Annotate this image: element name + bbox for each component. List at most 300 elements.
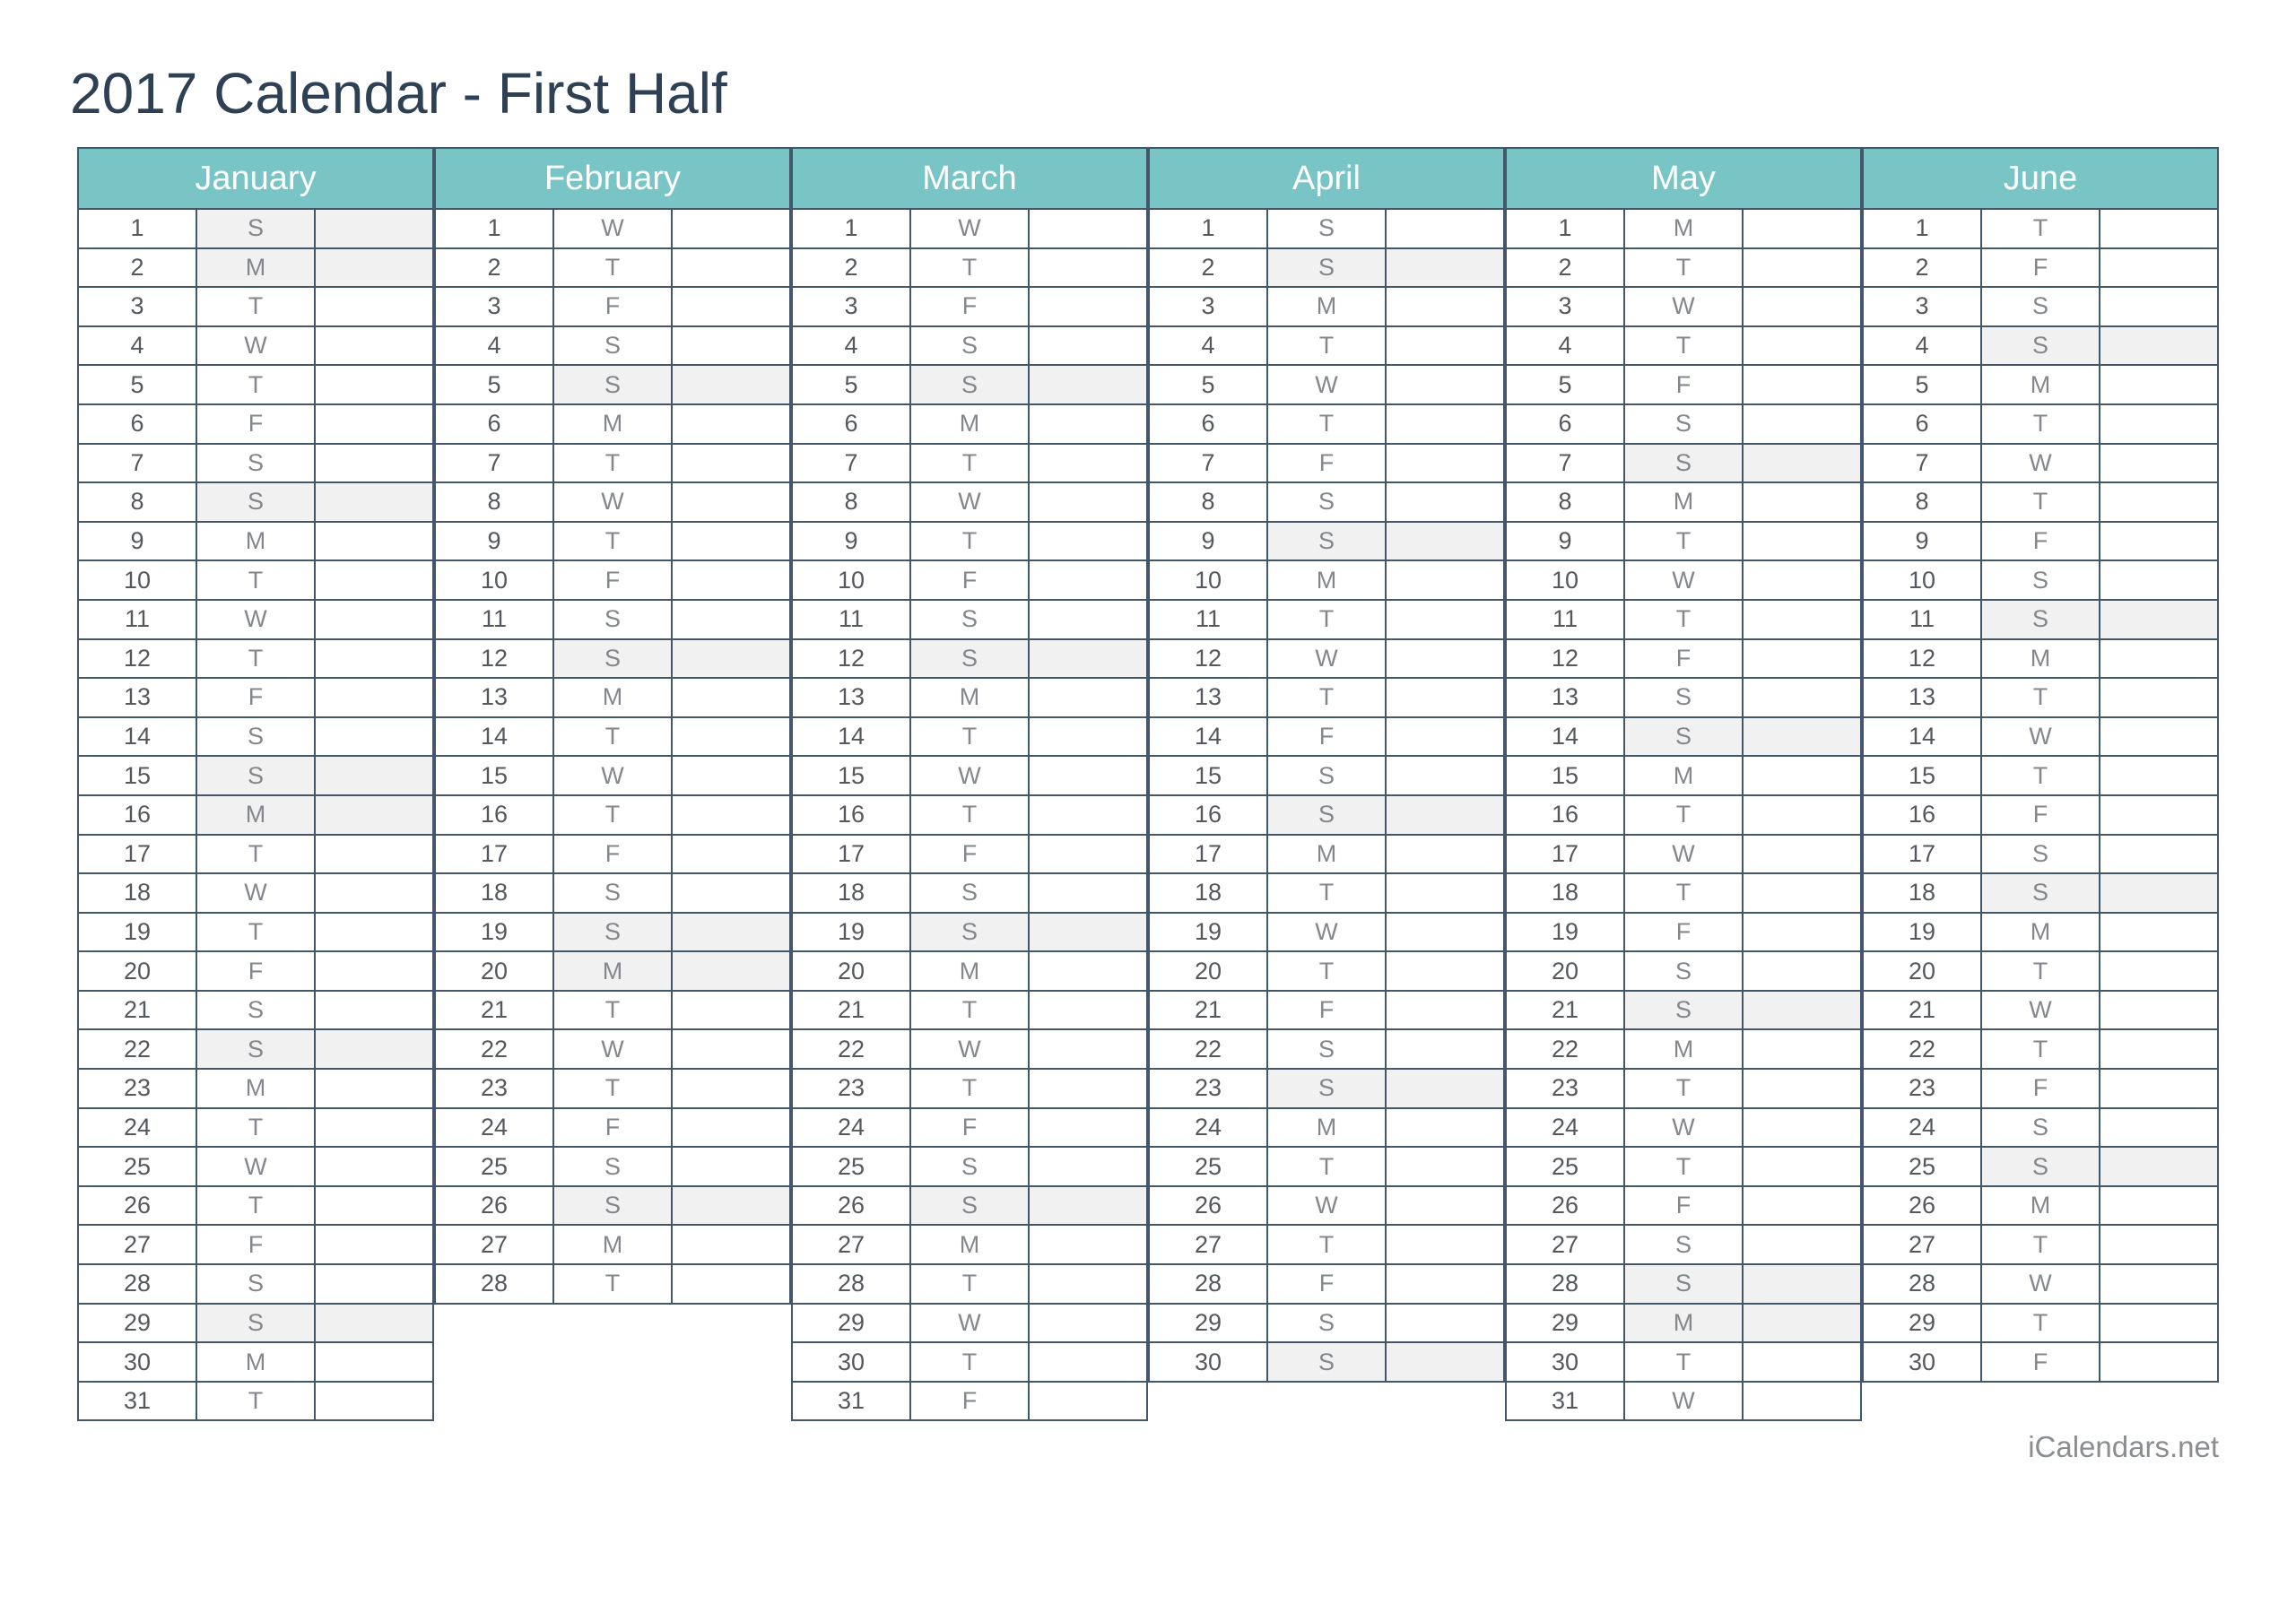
day-letter: T [196,287,315,326]
day-number: 7 [1506,444,1624,483]
day-number: 24 [435,1108,553,1148]
day-row [1149,1304,1504,1343]
day-number: 12 [1149,639,1267,679]
day-number: 31 [792,1382,910,1421]
day-letter: W [910,209,1029,248]
day-row [792,991,1147,1030]
day-letter: S [1624,951,1743,991]
day-number: 26 [1506,1186,1624,1226]
day-number: 27 [792,1225,910,1264]
day-number: 9 [1149,522,1267,561]
day-number: 23 [792,1069,910,1108]
day-letter: T [910,248,1029,288]
day-row [435,1147,790,1186]
day-number: 10 [1863,560,1981,600]
day-note-cell [1029,717,1147,757]
day-number: 6 [1506,404,1624,444]
day-letter: M [1267,287,1386,326]
day-letter: S [910,873,1029,913]
day-number: 27 [1863,1225,1981,1264]
day-letter: T [1981,404,2100,444]
day-number: 25 [792,1147,910,1186]
month-header-row [1149,148,1504,209]
day-row [78,678,433,717]
day-letter: T [1981,1029,2100,1069]
day-note-cell [315,209,433,248]
day-note-cell [1743,1029,1861,1069]
day-letter: S [910,1147,1029,1186]
day-row [1506,873,1861,913]
day-letter: F [910,287,1029,326]
day-note-cell [1386,1342,1504,1382]
day-number: 2 [1863,248,1981,288]
day-number: 6 [1149,404,1267,444]
day-note-cell [2100,522,2218,561]
day-number: 26 [435,1186,553,1226]
day-note-cell [1029,639,1147,679]
day-note-cell [1386,1225,1504,1264]
day-row [1149,1264,1504,1304]
day-row [792,913,1147,952]
day-note-cell [1029,404,1147,444]
day-note-cell [672,756,790,795]
day-row [1863,1225,2218,1264]
day-row [1863,1342,2218,1382]
day-number: 16 [1149,795,1267,835]
month-header-row [1506,148,1861,209]
day-number: 17 [1863,835,1981,874]
month-header-row [78,148,433,209]
day-number: 24 [1863,1108,1981,1148]
day-note-cell [1029,1225,1147,1264]
day-number: 12 [1506,639,1624,679]
day-letter: T [1624,326,1743,366]
day-letter: T [196,913,315,952]
day-note-cell [1029,1264,1147,1304]
day-note-cell [672,991,790,1030]
day-note-cell [672,248,790,288]
day-row [1506,404,1861,444]
day-row [1506,795,1861,835]
day-letter: W [196,326,315,366]
day-row [78,1264,433,1304]
day-note-cell [1029,1108,1147,1148]
day-note-cell [1386,913,1504,952]
day-note-cell [2100,1069,2218,1108]
day-number: 11 [435,600,553,639]
day-number: 15 [1149,756,1267,795]
day-note-cell [315,1108,433,1148]
day-note-cell [315,287,433,326]
day-number: 13 [1863,678,1981,717]
month-table [77,147,434,1421]
day-number: 30 [1863,1342,1981,1382]
day-letter: W [1981,717,2100,757]
day-number: 20 [78,951,196,991]
day-note-cell [1029,913,1147,952]
day-note-cell [315,1342,433,1382]
day-number: 8 [435,482,553,522]
day-note-cell [315,795,433,835]
day-note-cell [1029,365,1147,404]
day-note-cell [672,482,790,522]
day-row [792,326,1147,366]
day-letter: S [1624,404,1743,444]
day-number: 5 [435,365,553,404]
day-note-cell [1386,991,1504,1030]
day-note-cell [672,678,790,717]
day-letter: F [196,951,315,991]
day-letter: W [910,756,1029,795]
day-note-cell [672,1069,790,1108]
day-row [435,365,790,404]
day-letter: T [1267,404,1386,444]
day-row [78,1069,433,1108]
day-row [78,326,433,366]
day-row [78,482,433,522]
day-number: 26 [1149,1186,1267,1226]
day-number: 2 [1149,248,1267,288]
day-row [1863,1069,2218,1108]
day-letter: T [1624,1147,1743,1186]
day-row [1149,1029,1504,1069]
day-letter: S [1267,756,1386,795]
day-row [792,287,1147,326]
day-row [78,1342,433,1382]
day-row [435,1029,790,1069]
day-note-cell [1743,444,1861,483]
day-row [1506,717,1861,757]
day-letter: F [1981,248,2100,288]
day-letter: W [196,600,315,639]
day-note-cell [2100,404,2218,444]
day-letter: S [553,600,672,639]
day-row [435,404,790,444]
day-row [1863,248,2218,288]
day-letter: F [196,404,315,444]
day-row [435,1069,790,1108]
day-number: 5 [792,365,910,404]
day-number: 23 [1863,1069,1981,1108]
day-row [435,482,790,522]
day-row [1863,326,2218,366]
day-number: 19 [78,913,196,952]
day-letter: F [1981,522,2100,561]
day-letter: M [1267,1108,1386,1148]
day-row [792,756,1147,795]
day-letter: M [553,951,672,991]
day-number: 11 [1506,600,1624,639]
day-letter: S [1981,1108,2100,1148]
day-note-cell [2100,717,2218,757]
day-row [792,1186,1147,1226]
day-note-cell [672,795,790,835]
day-number: 12 [1863,639,1981,679]
day-row [792,209,1147,248]
day-note-cell [315,482,433,522]
day-note-cell [1386,1147,1504,1186]
day-number: 11 [792,600,910,639]
day-letter: S [1267,209,1386,248]
day-number: 23 [1149,1069,1267,1108]
day-number: 28 [1149,1264,1267,1304]
day-letter: S [1981,873,2100,913]
day-number: 19 [1149,913,1267,952]
day-row [792,1304,1147,1343]
day-row [435,522,790,561]
month-header: February [435,148,790,209]
day-number: 2 [435,248,553,288]
day-note-cell [2100,1225,2218,1264]
month-header-row [435,148,790,209]
day-note-cell [315,444,433,483]
day-row [435,639,790,679]
day-number: 30 [792,1342,910,1382]
day-number: 6 [435,404,553,444]
day-letter: S [1624,991,1743,1030]
day-row [78,1108,433,1148]
day-row [1149,639,1504,679]
day-letter: T [1624,795,1743,835]
day-letter: T [1267,1225,1386,1264]
day-note-cell [672,1186,790,1226]
month-header-row [1863,148,2218,209]
day-letter: S [553,873,672,913]
day-number: 5 [78,365,196,404]
day-number: 15 [792,756,910,795]
day-letter: F [1624,913,1743,952]
day-note-cell [1029,482,1147,522]
day-row [1863,873,2218,913]
day-note-cell [1743,209,1861,248]
day-number: 10 [1149,560,1267,600]
day-note-cell [1386,1264,1504,1304]
day-note-cell [1386,365,1504,404]
day-row [1149,991,1504,1030]
day-note-cell [1743,600,1861,639]
day-letter: F [553,835,672,874]
day-note-cell [672,522,790,561]
day-letter: S [196,444,315,483]
day-letter: W [1267,365,1386,404]
day-row [1863,209,2218,248]
day-row [78,1304,433,1343]
day-letter: S [1981,600,2100,639]
day-note-cell [315,1029,433,1069]
day-note-cell [1743,795,1861,835]
day-note-cell [672,287,790,326]
day-letter: W [553,209,672,248]
day-note-cell [2100,482,2218,522]
day-note-cell [1386,795,1504,835]
day-row [1506,1264,1861,1304]
day-row [1149,404,1504,444]
day-number: 6 [792,404,910,444]
day-letter: W [553,1029,672,1069]
day-note-cell [2100,209,2218,248]
day-row [1506,600,1861,639]
day-row [792,639,1147,679]
day-row [78,991,433,1030]
day-letter: S [196,1304,315,1343]
month-table [1148,147,1505,1383]
day-letter: S [1624,444,1743,483]
day-letter: M [1981,365,2100,404]
day-number: 21 [1863,991,1981,1030]
day-row [1506,951,1861,991]
day-row [1149,365,1504,404]
day-letter: T [553,991,672,1030]
day-row [78,522,433,561]
day-row [1149,913,1504,952]
day-letter: W [1624,1382,1743,1421]
day-row [1149,600,1504,639]
day-letter: M [910,678,1029,717]
day-number: 9 [78,522,196,561]
day-row [1863,600,2218,639]
day-note-cell [2100,365,2218,404]
day-letter: T [196,365,315,404]
day-number: 12 [792,639,910,679]
day-number: 22 [1149,1029,1267,1069]
day-row [1149,1225,1504,1264]
day-number: 17 [792,835,910,874]
day-number: 14 [792,717,910,757]
day-letter: S [910,326,1029,366]
day-row [792,444,1147,483]
day-letter: T [910,1342,1029,1382]
day-letter: M [553,678,672,717]
day-row [78,913,433,952]
day-number: 11 [78,600,196,639]
day-letter: W [1267,913,1386,952]
day-letter: T [553,795,672,835]
day-number: 20 [792,951,910,991]
day-note-cell [1743,717,1861,757]
day-letter: T [910,991,1029,1030]
day-number: 3 [792,287,910,326]
day-note-cell [315,1147,433,1186]
month-body [1863,209,2218,1382]
day-number: 5 [1506,365,1624,404]
day-note-cell [1029,678,1147,717]
day-row [1506,1304,1861,1343]
day-note-cell [315,404,433,444]
day-note-cell [2100,835,2218,874]
day-note-cell [2100,1029,2218,1069]
day-note-cell [672,639,790,679]
day-note-cell [2100,873,2218,913]
day-number: 30 [78,1342,196,1382]
day-number: 19 [1506,913,1624,952]
day-letter: T [910,1069,1029,1108]
day-row [1506,913,1861,952]
day-note-cell [1386,1029,1504,1069]
day-note-cell [1386,600,1504,639]
day-row [78,444,433,483]
day-number: 11 [1149,600,1267,639]
day-note-cell [672,365,790,404]
day-number: 28 [1506,1264,1624,1304]
day-letter: W [196,873,315,913]
day-note-cell [1029,444,1147,483]
day-letter: W [1624,560,1743,600]
day-number: 14 [1149,717,1267,757]
day-row [435,248,790,288]
day-number: 27 [78,1225,196,1264]
day-letter: T [196,639,315,679]
day-number: 23 [435,1069,553,1108]
day-letter: F [1267,1264,1386,1304]
day-row [435,287,790,326]
day-letter: T [1267,873,1386,913]
day-number: 20 [435,951,553,991]
day-number: 21 [435,991,553,1030]
day-letter: S [553,1186,672,1226]
day-row [792,1069,1147,1108]
day-row [1149,326,1504,366]
day-number: 4 [435,326,553,366]
day-letter: T [910,522,1029,561]
day-letter: W [1981,1264,2100,1304]
day-number: 2 [78,248,196,288]
day-letter: T [196,1382,315,1421]
day-note-cell [315,991,433,1030]
day-note-cell [1743,873,1861,913]
day-letter: S [196,209,315,248]
day-number: 1 [1863,209,1981,248]
day-note-cell [1029,873,1147,913]
day-row [1863,522,2218,561]
day-number: 1 [792,209,910,248]
day-letter: W [553,482,672,522]
day-number: 26 [792,1186,910,1226]
day-letter: S [1267,522,1386,561]
day-number: 4 [792,326,910,366]
day-letter: T [553,1264,672,1304]
day-note-cell [2100,1304,2218,1343]
day-number: 18 [1149,873,1267,913]
day-letter: M [910,404,1029,444]
day-row [1863,1147,2218,1186]
day-note-cell [1386,326,1504,366]
day-letter: T [1624,873,1743,913]
day-row [1149,482,1504,522]
day-number: 28 [792,1264,910,1304]
day-number: 26 [78,1186,196,1226]
day-number: 14 [1863,717,1981,757]
day-row [1149,248,1504,288]
day-letter: F [553,1108,672,1148]
day-row [1863,795,2218,835]
day-number: 7 [1149,444,1267,483]
day-row [435,326,790,366]
day-number: 3 [78,287,196,326]
day-letter: T [1267,951,1386,991]
day-note-cell [1029,1029,1147,1069]
day-number: 14 [78,717,196,757]
day-letter: M [1624,1304,1743,1343]
day-number: 13 [792,678,910,717]
day-letter: S [1624,1225,1743,1264]
day-row [1506,248,1861,288]
day-row [78,560,433,600]
day-row [1149,560,1504,600]
day-letter: F [1267,991,1386,1030]
day-letter: M [1624,1029,1743,1069]
day-number: 19 [792,913,910,952]
day-number: 20 [1506,951,1624,991]
